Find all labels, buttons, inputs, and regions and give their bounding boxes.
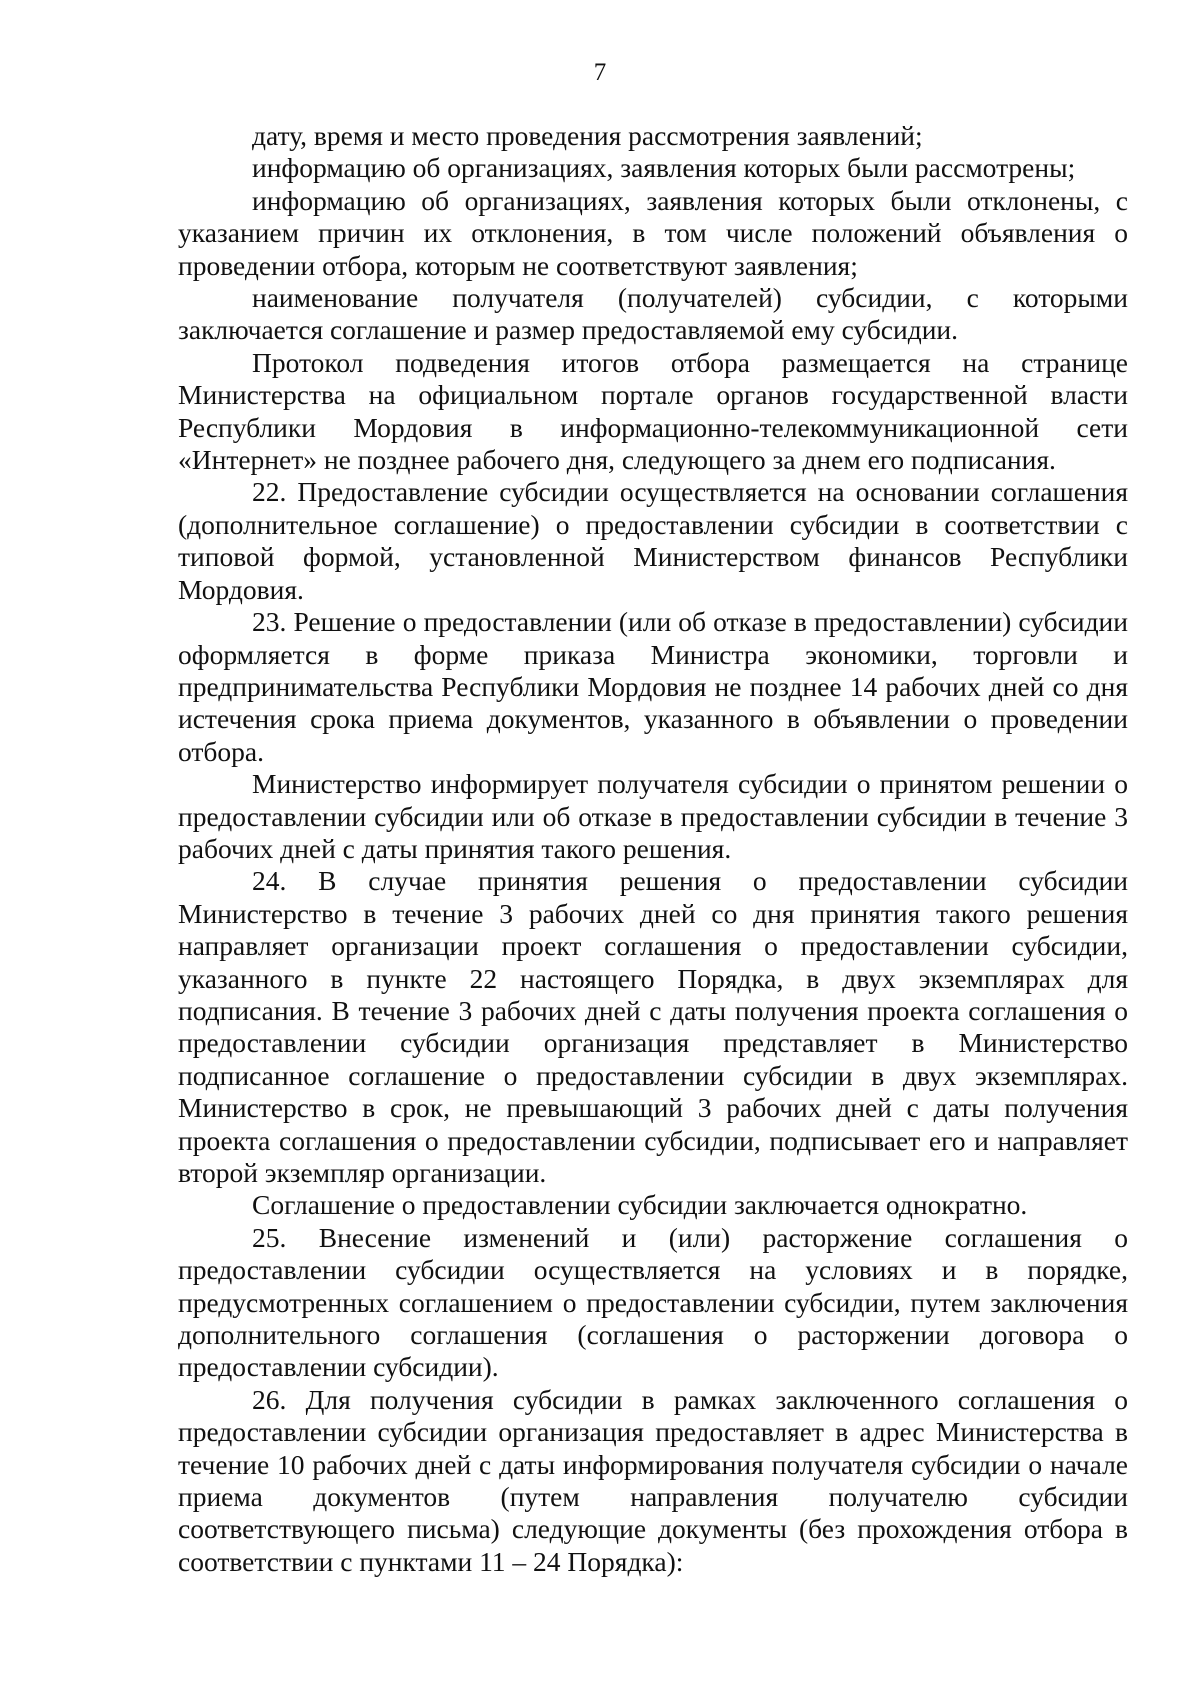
page-number: 7 xyxy=(593,59,607,86)
paragraph: 25. Внесение изменений и (или) расторжение соглашения о предоставлении субсидии осуществляется на условиях и в порядке, предусмотренных соглашением о предоставлении субсидии, путем заключения дополнительного соглашения (соглашения о расторжении договора о предоставлении субсидии). xyxy=(178,1221,1128,1383)
paragraph: информацию об организациях, заявления которых были рассмотрены; xyxy=(252,152,1076,184)
paragraph: 23. Решение о предоставлении (или об отказе в предоставлении) субсидии оформляется в форме приказа Министра экономики, торговли и предпринимательства Республики Мордовия не позднее 14 рабочих дней со дня истечения срока приема документов, указанного в объявлении о проведении отбора. xyxy=(178,606,1128,767)
paragraph: наименование получателя (получателей) субсидии, с которыми заключается соглашение и размер предоставляемой ему субсидии. xyxy=(178,282,1128,346)
paragraph: Протокол подведения итогов отбора размещается на странице Министерства на официальном портале органов государственной власти Республики Мордовия в информационно-телекоммуникационной сети «Интернет» не позднее рабочего дня, следующего за днем его подписания. xyxy=(178,346,1128,476)
paragraph: 26. Для получения субсидии в рамках заключенного соглашения о предоставлении субсидии организация предоставляет в адрес Министерства в течение 10 рабочих дней с даты информирования получателя субсидии о начале приема документов (путем направления получателю субсидии соответствующего письма) следующие документы (без прохождения отбора в соответствии с пунктами 11 – 24 Порядка): xyxy=(178,1383,1128,1577)
paragraph: 24. В случае принятия решения о предоставлении субсидии Министерство в течение 3 рабочих дней со дня принятия такого решения направляет организации проект соглашения о предоставлении субсидии, указанного в пункте 22 настоящего Порядка, в двух экземплярах для подписания. В течение 3 рабочих дней с даты получения проекта соглашения о предоставлении субсидии организация представляет в Министерство подписанное соглашение о предоставлении субсидии в двух экземплярах. Министерство в срок, не превышающий 3 рабочих дней с даты получения проекта соглашения о предоставлении субсидии, подписывает его и направляет второй экземпляр организации. xyxy=(178,865,1128,1188)
paragraph: 22. Предоставление субсидии осуществляется на основании соглашения (дополнительное соглашение) о предоставлении субсидии в соответствии с типовой формой, установленной Министерством финансов Республики Мордовия. xyxy=(178,476,1128,605)
document-body xyxy=(178,120,1128,1578)
paragraph: информацию об организациях, заявления которых были отклонены, с указанием причин их отклонения, в том числе положений объявления о проведении отбора, которым не соответствуют заявления; xyxy=(178,184,1128,281)
paragraph: дату, время и место проведения рассмотрения заявлений; xyxy=(252,120,923,151)
paragraph: Соглашение о предоставлении субсидии заключается однократно. xyxy=(252,1189,1028,1221)
paragraph: Министерство информирует получателя субсидии о принятом решении о предоставлении субсидии или об отказе в предоставлении субсидии в течение 3 рабочих дней с даты принятия такого решения. xyxy=(178,768,1128,864)
